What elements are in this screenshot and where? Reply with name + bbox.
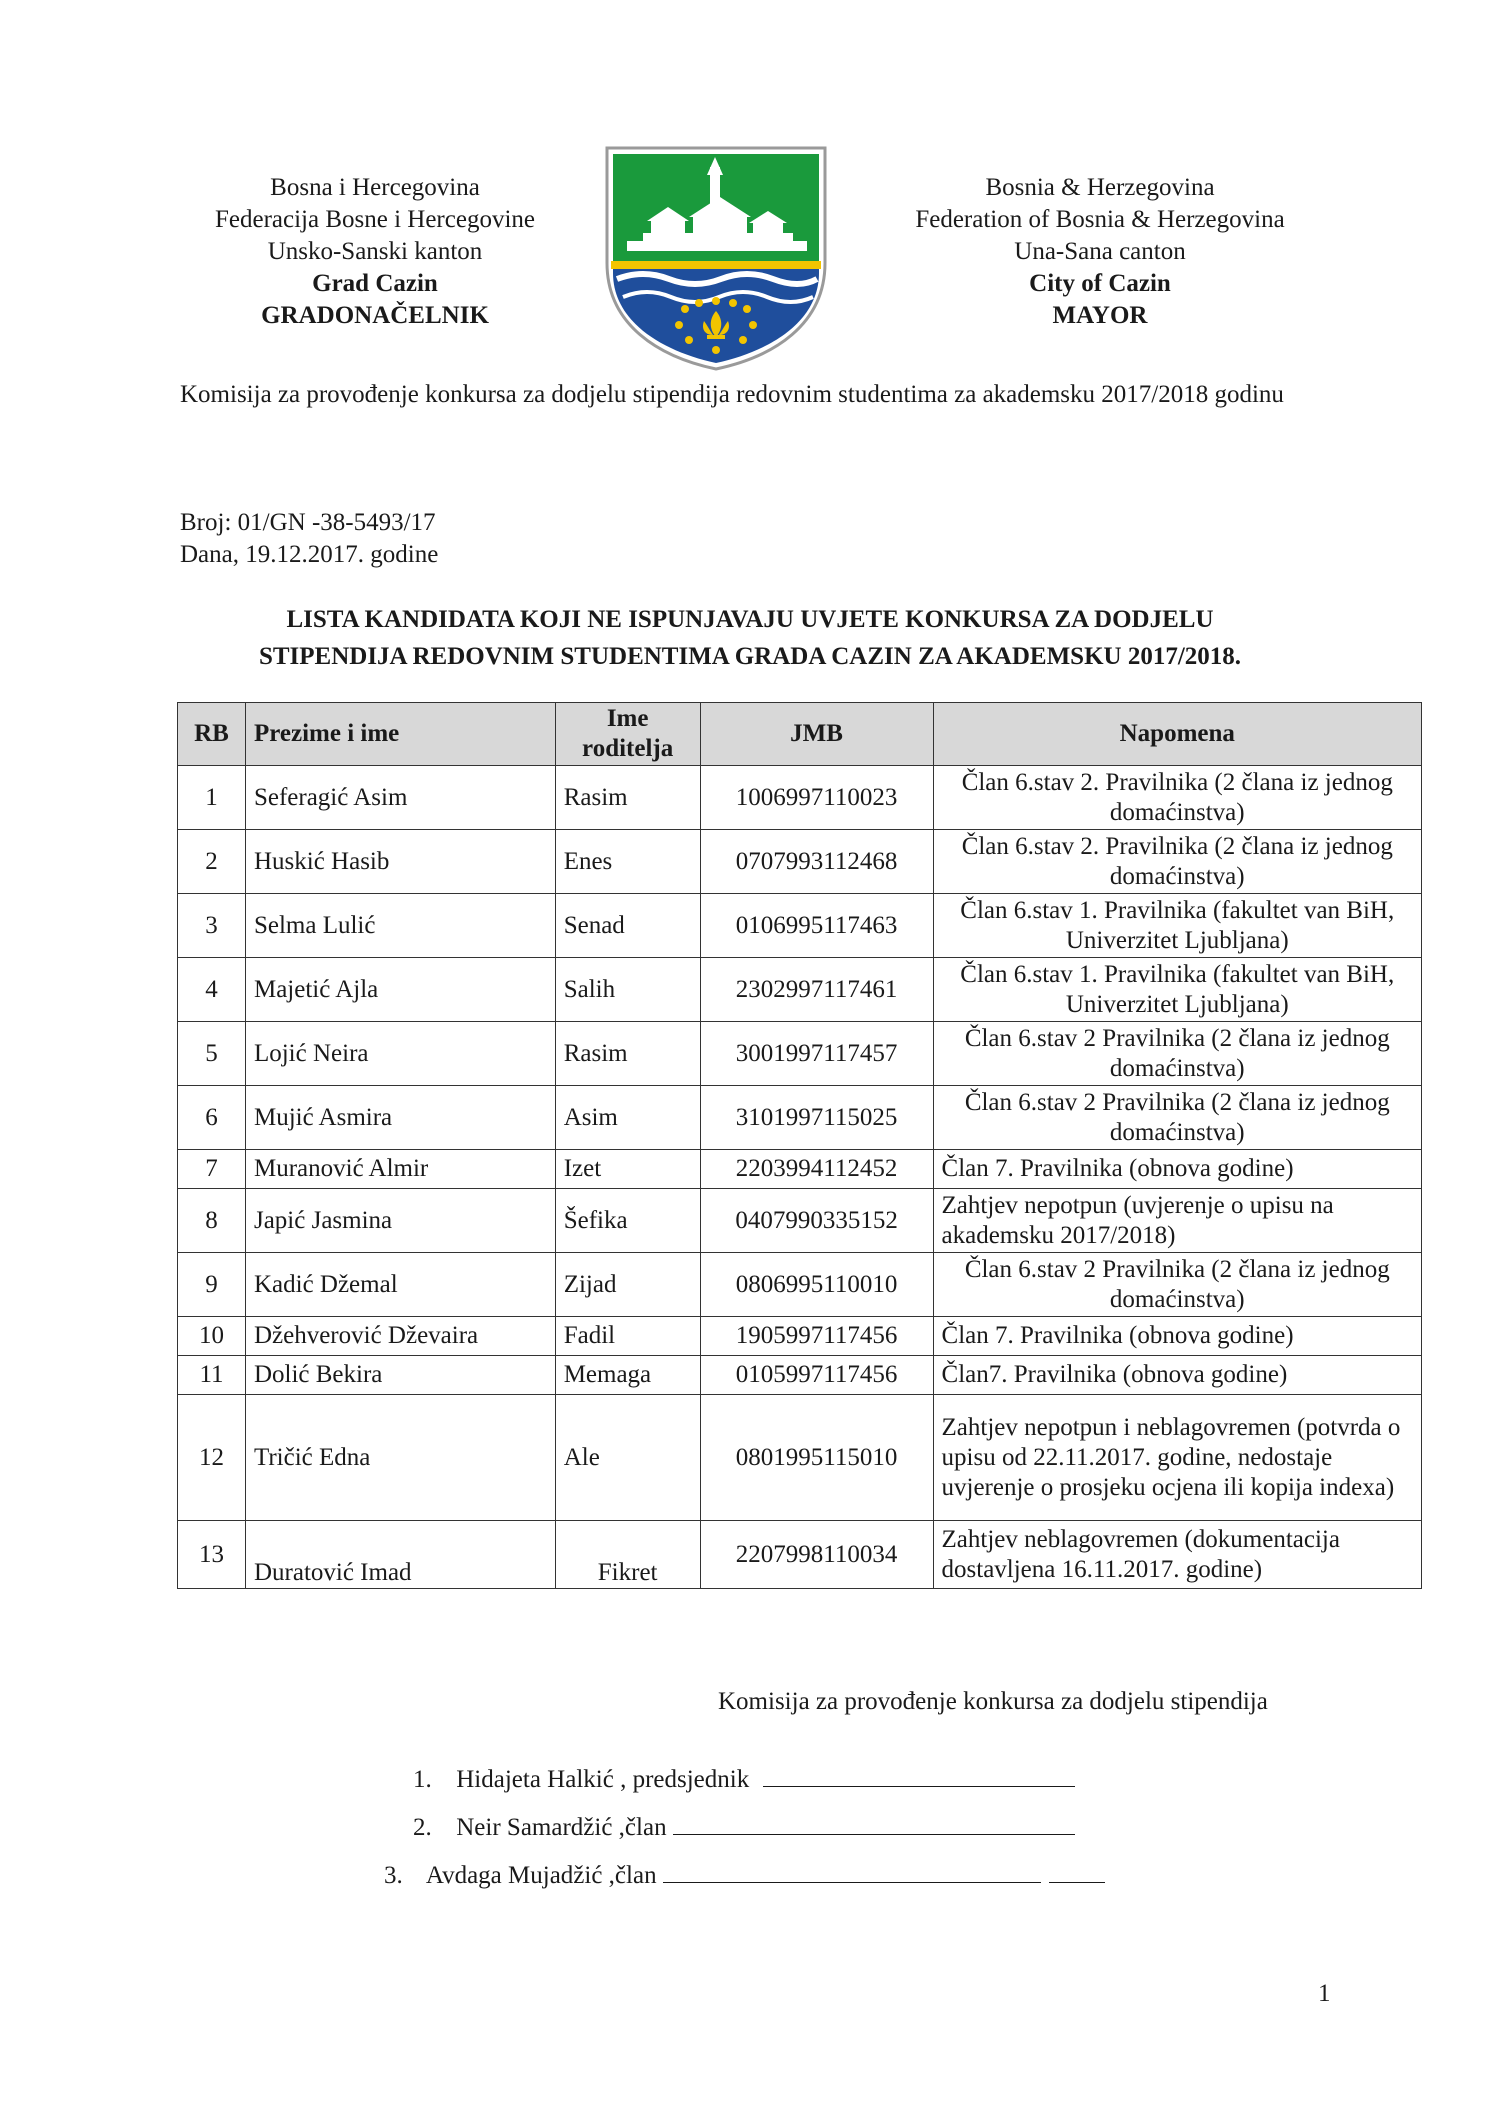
header-right xyxy=(880,172,1320,332)
reference-date: Dana, 19.12.2017. godine xyxy=(180,541,439,568)
table-row xyxy=(178,894,1422,958)
cell-jmb: 1905997117456 xyxy=(700,1317,933,1356)
table-row xyxy=(178,766,1422,830)
header-canton: Unsko-Sanski kanton xyxy=(267,238,483,265)
table-header-row xyxy=(178,703,1422,766)
header-left xyxy=(160,172,590,332)
title-line-1: LISTA KANDIDATA KOJI NE ISPUNJAVAJU UVJETE KONKURSA ZA DODJELU xyxy=(286,606,1214,633)
cell-note: Zahtjev nepotpun i neblagovremen (potvrda o upisu od 22.11.2017. godine, nedostaje uvjerenje o prosjeku ocjena ili kopija indexa) xyxy=(933,1395,1421,1521)
cell-parent: Fikret xyxy=(555,1521,700,1589)
signature-line-3 xyxy=(384,1856,1105,1892)
cell-rb: 12 xyxy=(178,1395,246,1521)
table-row xyxy=(178,1356,1422,1395)
cell-rb: 7 xyxy=(178,1150,246,1189)
cell-jmb: 3001997117457 xyxy=(700,1022,933,1086)
cell-rb: 8 xyxy=(178,1189,246,1253)
col-header-note: Napomena xyxy=(933,703,1421,766)
cell-note: Član 6.stav 2. Pravilnika (2 člana iz jednog domaćinstva) xyxy=(933,830,1421,894)
signature-name: Hidajeta Halkić , predsjednik xyxy=(456,1766,750,1793)
signature-number: 1. xyxy=(413,1766,432,1793)
coat-of-arms-emblem xyxy=(603,145,829,371)
candidates-table xyxy=(177,702,1422,1589)
table-row xyxy=(178,1022,1422,1086)
col-header-parent: Ime roditelja xyxy=(555,703,700,766)
signature-name: Neir Samardžić ,član xyxy=(456,1814,667,1841)
cell-name: Lojić Neira xyxy=(245,1022,555,1086)
cell-jmb: 2203994112452 xyxy=(700,1150,933,1189)
header-office-en: MAYOR xyxy=(1052,302,1148,329)
col-header-jmb: JMB xyxy=(700,703,933,766)
cell-parent: Asim xyxy=(555,1086,700,1150)
cell-name: Duratović Imad xyxy=(245,1521,555,1589)
cell-note: Član 6.stav 2. Pravilnika (2 člana iz jednog domaćinstva) xyxy=(933,766,1421,830)
header-entity: Federacija Bosne i Hercegovine xyxy=(214,206,535,233)
cell-name: Mujić Asmira xyxy=(245,1086,555,1150)
cell-rb: 3 xyxy=(178,894,246,958)
table-row xyxy=(178,1086,1422,1150)
cell-note: Član 7. Pravilnika (obnova godine) xyxy=(933,1150,1421,1189)
document-title xyxy=(150,601,1350,675)
cell-parent: Memaga xyxy=(555,1356,700,1395)
cell-parent: Rasim xyxy=(555,1022,700,1086)
table-row xyxy=(178,1521,1422,1589)
table-row xyxy=(178,958,1422,1022)
cell-note: Član7. Pravilnika (obnova godine) xyxy=(933,1356,1421,1395)
header-entity-en: Federation of Bosnia & Herzegovina xyxy=(915,206,1285,233)
cell-note: Član 6.stav 1. Pravilnika (fakultet van BiH, Univerzitet Ljubljana) xyxy=(933,958,1421,1022)
cell-name: Majetić Ajla xyxy=(245,958,555,1022)
signature-line-1 xyxy=(413,1760,1075,1796)
cell-jmb: 0106995117463 xyxy=(700,894,933,958)
cell-name: Muranović Almir xyxy=(245,1150,555,1189)
cell-note: Zahtjev neblagovremen (dokumentacija dostavljena 16.11.2017. godine) xyxy=(933,1521,1421,1589)
signature-number: 3. xyxy=(384,1862,403,1889)
table-row xyxy=(178,1189,1422,1253)
cell-name: Huskić Hasib xyxy=(245,830,555,894)
cell-jmb: 2207998110034 xyxy=(700,1521,933,1589)
cell-parent: Šefika xyxy=(555,1189,700,1253)
cell-parent: Fadil xyxy=(555,1317,700,1356)
cell-name: Tričić Edna xyxy=(245,1395,555,1521)
cell-parent: Enes xyxy=(555,830,700,894)
signature-underline-extra xyxy=(1049,1856,1105,1883)
header-office: GRADONAČELNIK xyxy=(261,302,489,329)
cell-parent: Salih xyxy=(555,958,700,1022)
cell-parent: Zijad xyxy=(555,1253,700,1317)
title-line-2: STIPENDIJA REDOVNIM STUDENTIMA GRADA CAZIN ZA AKADEMSKU 2017/2018. xyxy=(258,643,1242,670)
cell-jmb: 1006997110023 xyxy=(700,766,933,830)
signature-name: Avdaga Mujadžić ,član xyxy=(425,1862,657,1889)
cell-note: Član 6.stav 2 Pravilnika (2 člana iz jednog domaćinstva) xyxy=(933,1253,1421,1317)
signature-number: 2. xyxy=(413,1814,432,1841)
header-city: Grad Cazin xyxy=(312,270,438,297)
cell-rb: 2 xyxy=(178,830,246,894)
table-row xyxy=(178,1395,1422,1521)
cell-parent: Izet xyxy=(555,1150,700,1189)
cell-parent: Rasim xyxy=(555,766,700,830)
header-city-en: City of Cazin xyxy=(1029,270,1171,297)
signature-line-2 xyxy=(413,1808,1075,1844)
cell-note: Član 6.stav 2 Pravilnika (2 člana iz jednog domaćinstva) xyxy=(933,1022,1421,1086)
cell-parent: Ale xyxy=(555,1395,700,1521)
header-country-en: Bosnia & Herzegovina xyxy=(985,174,1215,201)
cell-jmb: 0407990335152 xyxy=(700,1189,933,1253)
cell-jmb: 0105997117456 xyxy=(700,1356,933,1395)
signature-underline xyxy=(663,1856,1041,1883)
table-row xyxy=(178,1253,1422,1317)
signature-heading: Komisija za provođenje konkursa za dodjelu stipendija xyxy=(718,1688,1268,1715)
cell-name: Kadić Džemal xyxy=(245,1253,555,1317)
header-country: Bosna i Hercegovina xyxy=(270,174,480,201)
cell-jmb: 0806995110010 xyxy=(700,1253,933,1317)
col-header-name: Prezime i ime xyxy=(245,703,555,766)
cell-note: Zahtjev nepotpun (uvjerenje o upisu na akademsku 2017/2018) xyxy=(933,1189,1421,1253)
header-canton-en: Una-Sana canton xyxy=(1014,238,1186,265)
table-row xyxy=(178,1317,1422,1356)
cell-note: Član 6.stav 1. Pravilnika (fakultet van BiH, Univerzitet Ljubljana) xyxy=(933,894,1421,958)
table-row xyxy=(178,830,1422,894)
cell-rb: 6 xyxy=(178,1086,246,1150)
cell-rb: 13 xyxy=(178,1521,246,1589)
signature-underline xyxy=(763,1760,1075,1787)
cell-rb: 11 xyxy=(178,1356,246,1395)
cell-name: Džehverović Dževaira xyxy=(245,1317,555,1356)
cell-rb: 1 xyxy=(178,766,246,830)
cell-parent: Senad xyxy=(555,894,700,958)
cell-name: Seferagić Asim xyxy=(245,766,555,830)
cell-note: Član 7. Pravilnika (obnova godine) xyxy=(933,1317,1421,1356)
cell-note: Član 6.stav 2 Pravilnika (2 člana iz jednog domaćinstva) xyxy=(933,1086,1421,1150)
cell-jmb: 2302997117461 xyxy=(700,958,933,1022)
cell-jmb: 0707993112468 xyxy=(700,830,933,894)
page-number: 1 xyxy=(1318,1980,1331,2007)
cell-rb: 9 xyxy=(178,1253,246,1317)
cell-name: Selma Lulić xyxy=(245,894,555,958)
cell-rb: 4 xyxy=(178,958,246,1022)
cell-rb: 5 xyxy=(178,1022,246,1086)
cell-name: Dolić Bekira xyxy=(245,1356,555,1395)
cell-jmb: 3101997115025 xyxy=(700,1086,933,1150)
cell-name: Japić Jasmina xyxy=(245,1189,555,1253)
signature-underline xyxy=(673,1808,1075,1835)
committee-line: Komisija za provođenje konkursa za dodjelu stipendija redovnim studentima za akademsku 2017/2018 godinu xyxy=(180,381,1284,408)
col-header-rb: RB xyxy=(178,703,246,766)
cell-jmb: 0801995115010 xyxy=(700,1395,933,1521)
table-row xyxy=(178,1150,1422,1189)
reference-number: Broj: 01/GN -38-5493/17 xyxy=(180,509,436,536)
cell-rb: 10 xyxy=(178,1317,246,1356)
